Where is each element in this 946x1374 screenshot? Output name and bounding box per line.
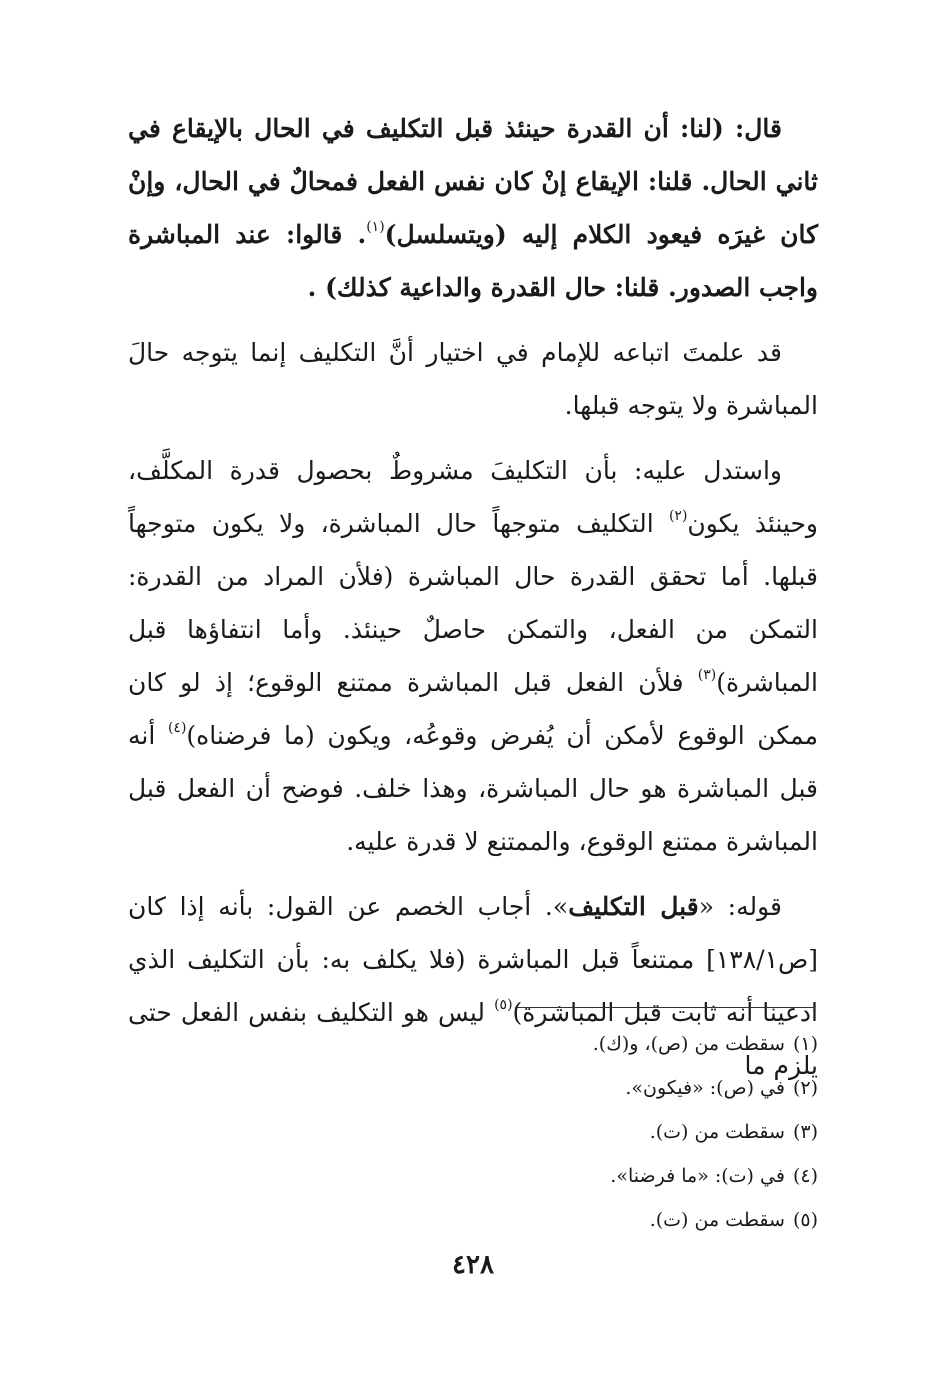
text-segment: قبل التكليف (568, 892, 699, 921)
text-segment: التكليف متوجهاً حال المباشرة، ولا يكون متوجهاً قبلها. أما تحقق القدرة حال المباشرة (فلأن المراد من القدرة: التمكن من الفعل، والتمكن حاصلٌ حينئذ. وأما انتفاؤها قبل المباشرة) (128, 509, 818, 697)
main-text (128, 102, 818, 1104)
footnote-number: (٣) (792, 1121, 818, 1143)
footnote (398, 1154, 818, 1198)
footnotes (398, 1022, 818, 1242)
footnote-separator (515, 1007, 815, 1008)
footnote-marker: (٣) (697, 666, 717, 683)
text-segment: ». أجاب الخصم عن القول: بأنه إذا كان [ص١٣٨/١] ممتنعاً قبل المباشرة (فلا يكلف به: بأن التكليف الذي ادعينا أنه ثابت قبل المباشرة) (128, 892, 818, 1027)
text-segment: قال: (لنا: أن القدرة حينئذ قبل التكليف في الحال بالإيقاع في ثاني الحال. قلنا: الإيقاع إنْ كان نفس الفعل فمحالٌ في الحال، وإنْ كان غيرَه فيعود الكلام إليه (ويتسلسل) (128, 114, 818, 249)
footnote-number: (٤) (792, 1165, 818, 1187)
footnote (398, 1198, 818, 1242)
text-segment: قد علمتَ اتباعه للإمام في اختيار أنَّ التكليف إنما يتوجه حالَ المباشرة ولا يتوجه قبلها. (128, 338, 818, 420)
footnote-marker: (٥) (494, 996, 513, 1013)
footnote-number: (٥) (792, 1209, 818, 1231)
footnote (398, 1110, 818, 1154)
footnote-number: (١) (792, 1033, 818, 1055)
paragraph (128, 444, 818, 868)
footnote-text: في (ص): «فيكون». (625, 1077, 785, 1099)
footnote-text: سقطت من (ت). (649, 1209, 785, 1231)
footnote-marker: (٢) (668, 507, 688, 524)
footnote-marker: (١) (366, 218, 385, 235)
footnote-text: سقطت من (ص)، و(ك). (592, 1033, 785, 1055)
text-segment: واستدل عليه: بأن التكليفَ مشروطٌ بحصول قدرة المكلَّف، وحينئذ يكون (128, 456, 818, 538)
footnote-marker: (٤) (167, 719, 187, 736)
footnote (398, 1022, 818, 1066)
text-segment: أنه قبل المباشرة هو حال المباشرة، وهذا خلف. فوضح أن الفعل قبل المباشرة ممتنع الوقوع، والممتنع لا قدرة عليه. (128, 721, 818, 856)
paragraph (128, 102, 818, 314)
text-segment: قوله: « (698, 892, 782, 921)
footnote-text: سقطت من (ت). (649, 1121, 785, 1143)
text-segment: . قالوا: عند المباشرة واجب الصدور. قلنا: حال القدرة والداعية كذلك) . (128, 220, 818, 302)
page-number: ٤٢٨ (452, 1250, 494, 1280)
footnote (398, 1066, 818, 1110)
footnote-number: (٢) (792, 1077, 818, 1099)
paragraph (128, 326, 818, 432)
text-segment: فلأن الفعل قبل المباشرة ممتنع الوقوع؛ إذ لو كان ممكن الوقوع لأمكن أن يُفرض وقوعُه، ويكون (ما فرضناه) (128, 668, 818, 750)
text-segment: ليس هو التكليف بنفس الفعل حتى يلزم ما (128, 998, 818, 1080)
footnote-text: في (ت): «ما فرضنا». (610, 1165, 785, 1187)
